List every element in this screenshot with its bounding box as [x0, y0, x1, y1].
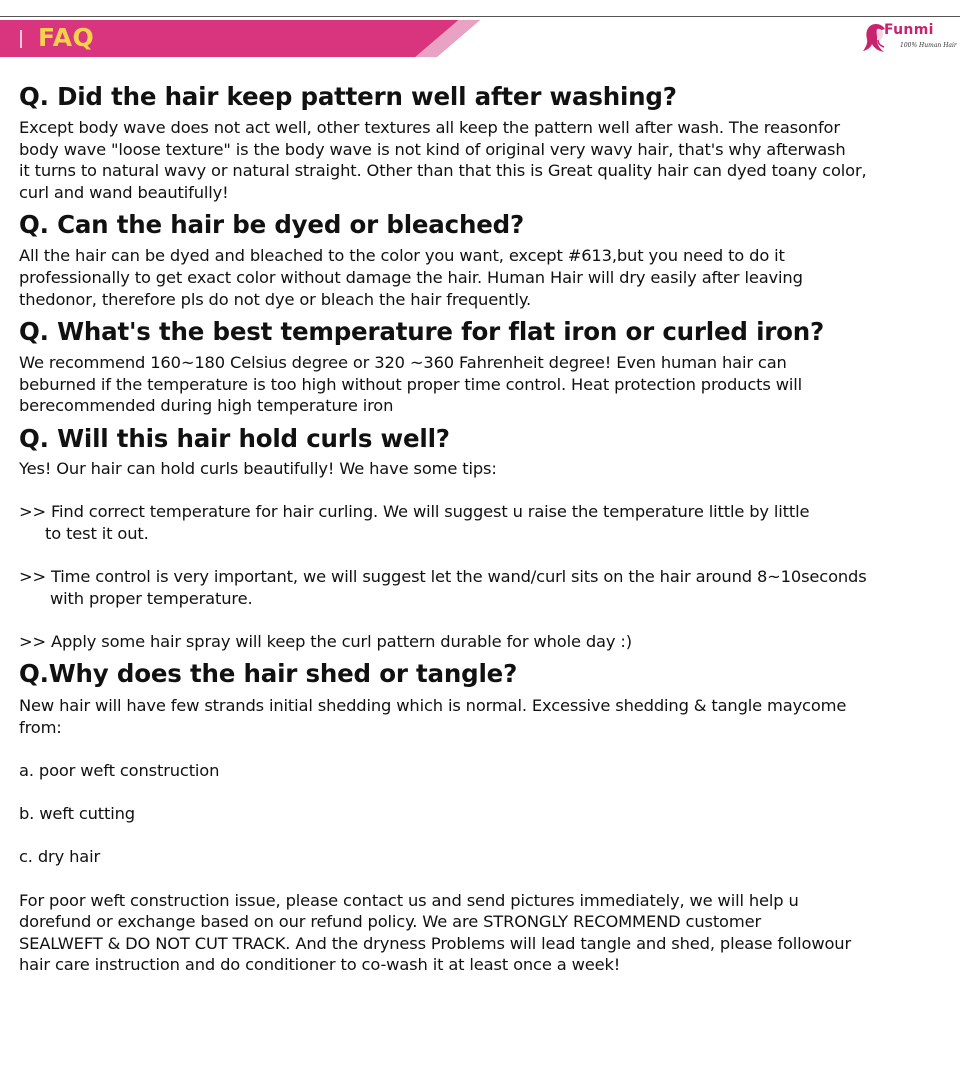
faq-answer-line: All the hair can be dyed and bleached to the color you want, except #613,but you need to do it	[19, 246, 785, 266]
faq-answer-line: dorefund or exchange based on our refund policy. We are STRONGLY RECOMMEND customer	[19, 912, 761, 932]
faq-answer-line: berecommended during high temperature iron	[19, 396, 394, 416]
faq-question: Q.Why does the hair shed or tangle?	[19, 659, 518, 689]
faq-answer-line: Except body wave does not act well, other textures all keep the pattern well after wash. The reasonfor	[19, 118, 840, 137]
faq-answer-line: from:	[19, 717, 62, 737]
cause-item: b. weft cutting	[19, 804, 135, 824]
faq-answer-line: curl and wand beautifully!	[19, 182, 229, 202]
faq-question: Q. What's the best temperature for flat iron or curled iron?	[19, 317, 825, 347]
faq-banner-bar	[20, 30, 22, 48]
logo-tagline: 100% Human Hair	[900, 42, 957, 49]
faq-answer-intro: Yes! Our hair can hold curls beautifully! We have some tips:	[19, 458, 497, 478]
faq-item	[19, 206, 944, 310]
faq-answer-line: New hair will have few strands initial shedding which is normal. Excessive shedding & tangle maycome	[19, 696, 847, 716]
cause-item: a. poor weft construction	[19, 761, 220, 781]
faq-content	[19, 78, 944, 976]
faq-answer-line: hair care instruction and do conditioner to co-wash it at least once a week!	[19, 955, 621, 975]
top-divider-line	[0, 16, 960, 17]
faq-answer-line: beburned if the temperature is too high without proper time control. Heat protection products will	[19, 374, 803, 394]
faq-title: FAQ	[38, 23, 95, 52]
faq-item	[19, 313, 944, 417]
faq-answer-line: SEALWEFT & DO NOT CUT TRACK. And the dryness Problems will lead tangle and shed, please followour	[19, 933, 852, 953]
tip-line: >> Find correct temperature for hair curling. We will suggest u raise the temperature little by little	[19, 502, 810, 522]
faq-item	[19, 420, 944, 652]
tip-line: >> Apply some hair spray will keep the curl pattern durable for whole day :)	[19, 631, 632, 651]
tip-line: >> Time control is very important, we will suggest let the wand/curl sits on the hair around 8~10seconds	[19, 566, 867, 586]
tip-line: to test it out.	[45, 523, 149, 543]
faq-answer-line: For poor weft construction issue, please contact us and send pictures immediately, we will help u	[19, 890, 799, 910]
faq-question: Q. Did the hair keep pattern well after washing?	[19, 82, 677, 111]
cause-item: c. dry hair	[19, 847, 101, 867]
tip-line: with proper temperature.	[50, 588, 253, 608]
faq-answer-line: thedonor, therefore pls do not dye or bleach the hair frequently.	[19, 289, 532, 309]
faq-answer-line: body wave "loose texture" is the body wave is not kind of original very wavy hair, that's why afterwash	[19, 139, 846, 159]
logo-name: Funmi	[884, 22, 934, 38]
faq-item	[19, 655, 944, 976]
faq-answer-line: it turns to natural wavy or natural straight. Other than that this is Great quality hair can dyed toany color,	[19, 161, 867, 181]
faq-question: Q. Can the hair be dyed or bleached?	[19, 210, 524, 240]
faq-item	[19, 78, 944, 203]
faq-question: Q. Will this hair hold curls well?	[19, 423, 450, 453]
faq-answer-line: We recommend 160~180 Celsius degree or 320 ~360 Fahrenheit degree! Even human hair can	[19, 353, 787, 373]
faq-answer-line: professionally to get exact color without damage the hair. Human Hair will dry easily after leaving	[19, 267, 803, 287]
brand-logo	[862, 20, 957, 54]
